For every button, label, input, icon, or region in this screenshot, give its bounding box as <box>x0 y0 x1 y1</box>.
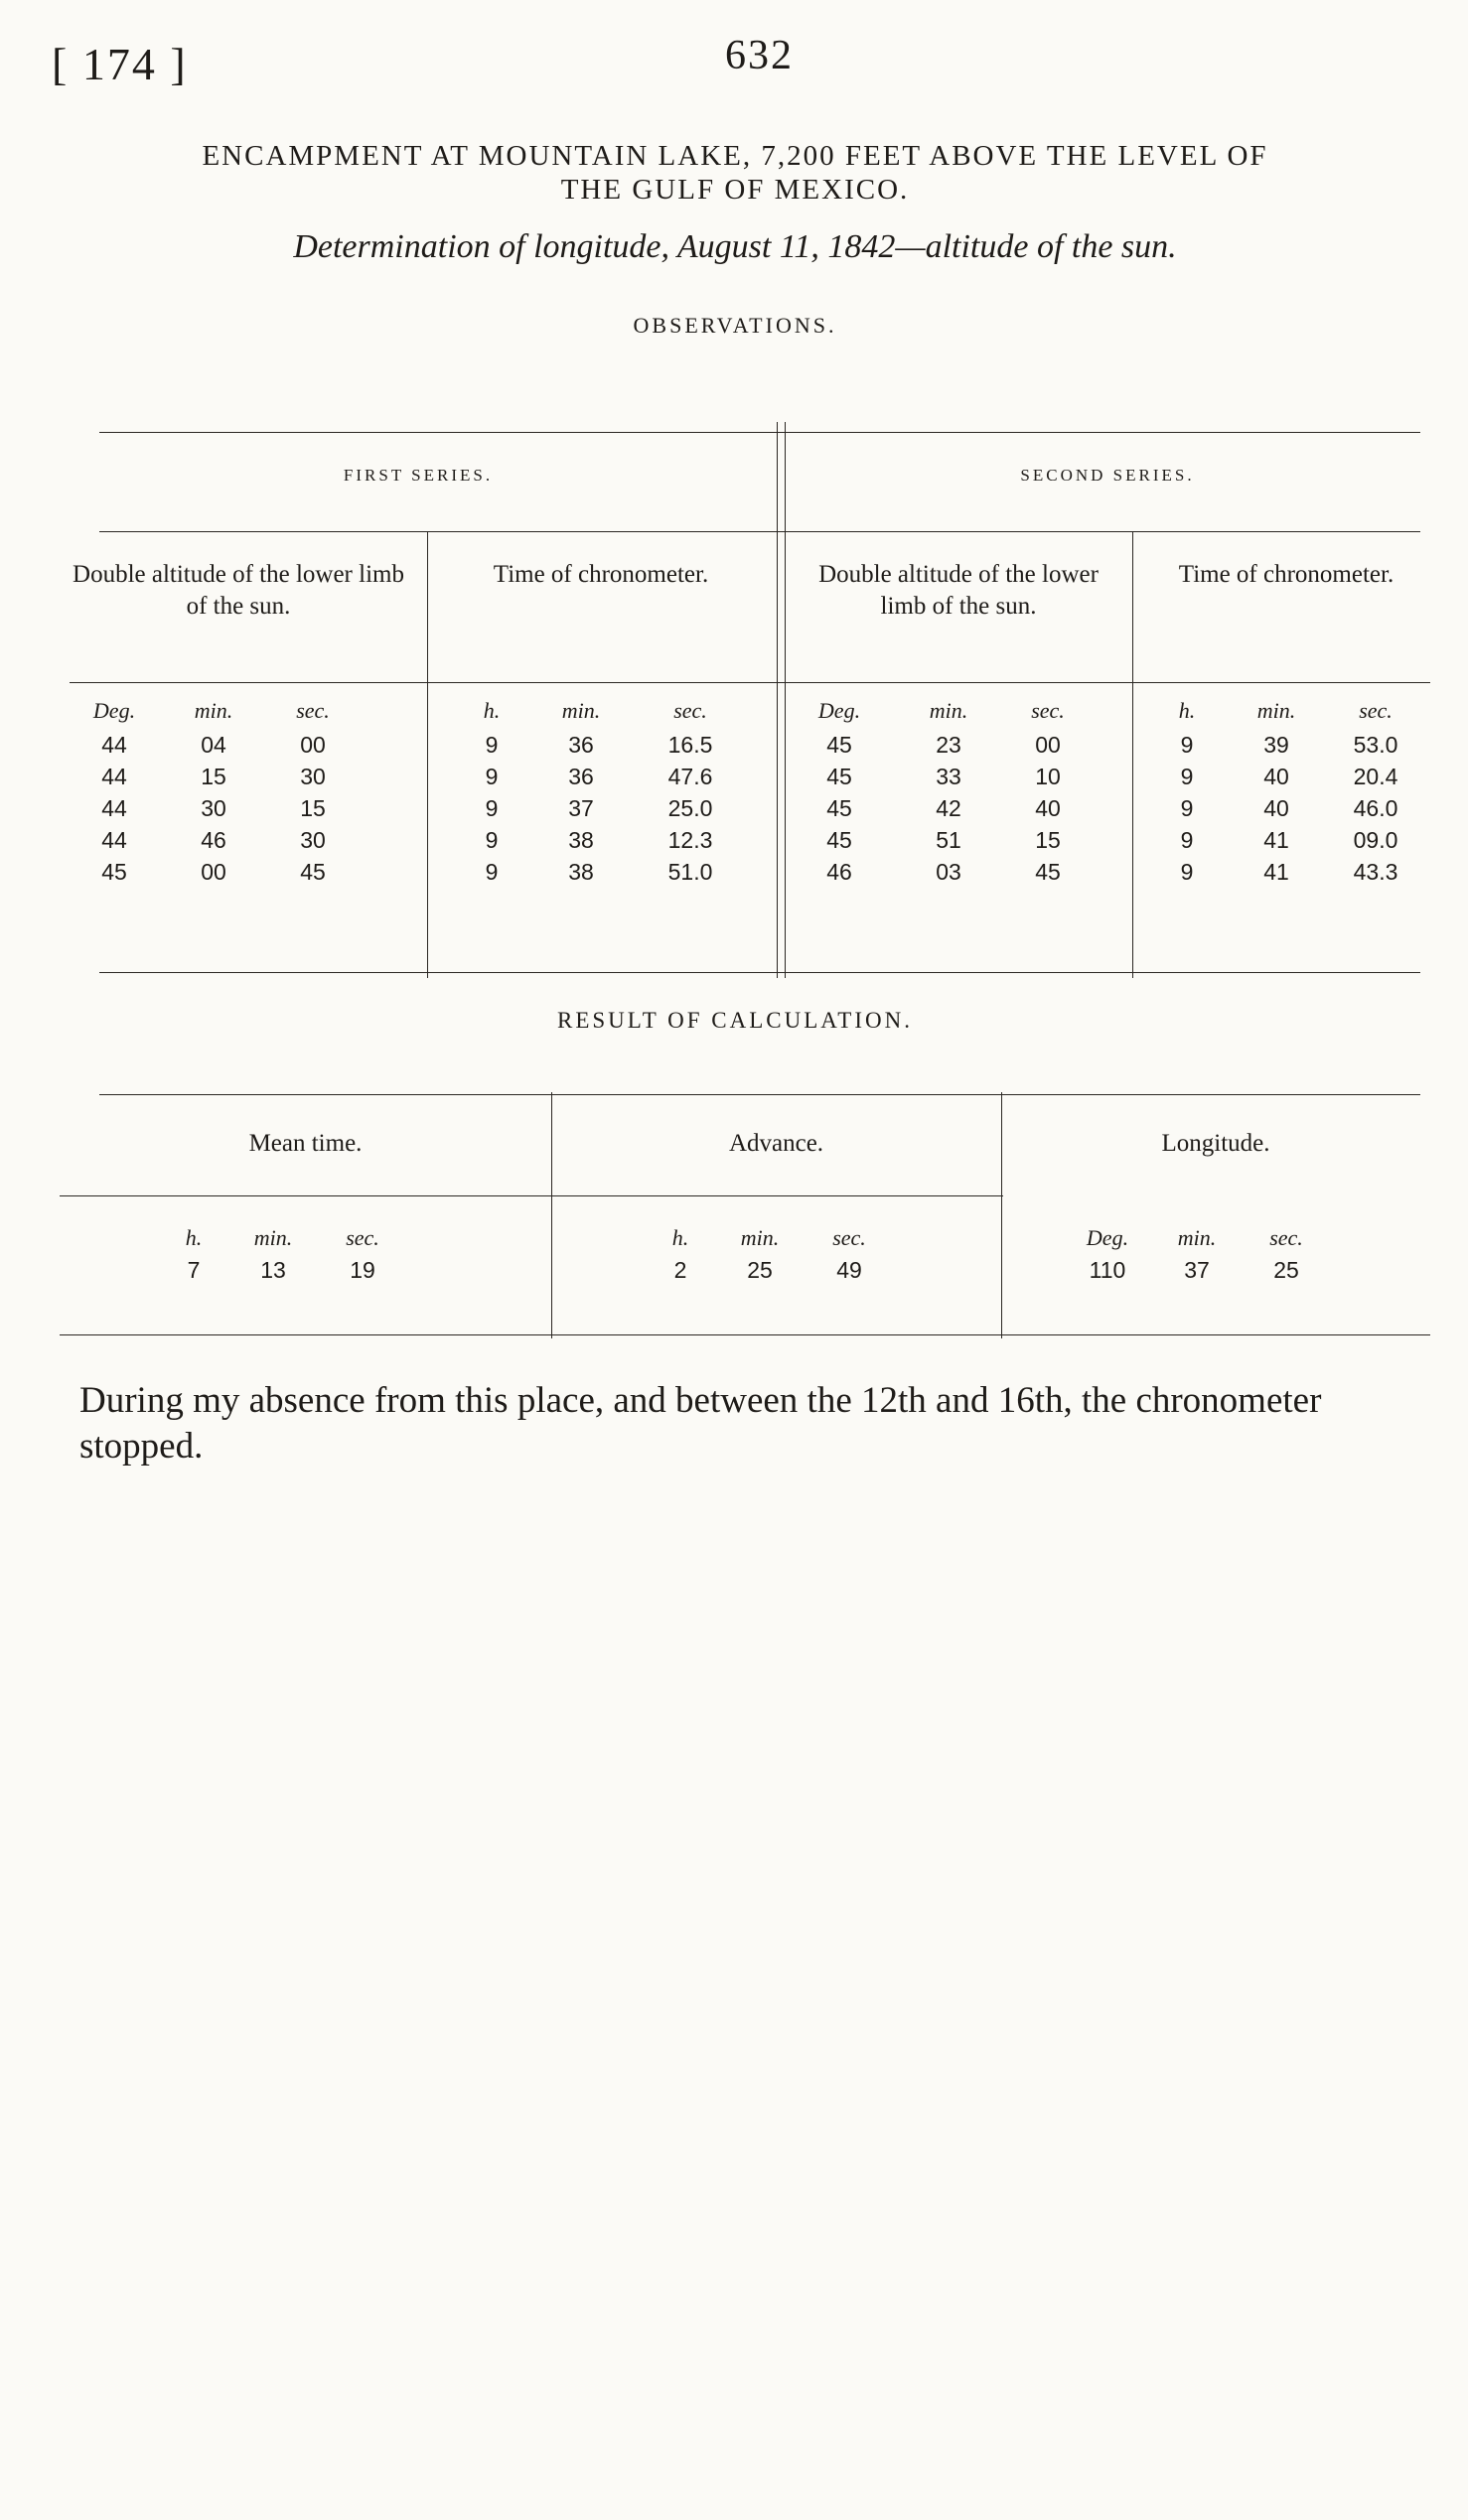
first-row-1-h: 9 <box>485 732 499 758</box>
second-row-5-sec: 45 <box>1035 859 1061 885</box>
first-row-3-tmin: 37 <box>568 795 594 821</box>
second-row-1-tsec: 53.0 <box>1353 732 1398 758</box>
mean-h: 7 <box>187 1257 201 1283</box>
mean-min: 13 <box>260 1257 286 1283</box>
second-row-2-sec: 10 <box>1035 764 1061 789</box>
advance-sec: 49 <box>836 1257 862 1283</box>
unit-deg: Deg. <box>817 698 861 723</box>
second-row-4-h: 9 <box>1180 827 1194 853</box>
first-row-5-h: 9 <box>485 859 499 885</box>
unit-sec: sec. <box>296 698 330 723</box>
second-row-2-tsec: 20.4 <box>1353 764 1398 789</box>
first-row-4-tsec: 12.3 <box>667 827 713 853</box>
second-row-2-tmin: 40 <box>1263 764 1289 789</box>
title-line-1: ENCAMPMENT AT MOUNTAIN LAKE, 7,200 FEET ABOVE THE LEVEL OF <box>202 140 1268 172</box>
page-header <box>40 28 1430 107</box>
first-series-heading: FIRST SERIES. <box>343 466 494 485</box>
document-title <box>40 139 1430 207</box>
first-row-2-h: 9 <box>485 764 499 789</box>
first-row-2-deg: 44 <box>101 764 127 789</box>
longitude-deg: 110 <box>1089 1257 1126 1283</box>
rule-top <box>99 432 1420 433</box>
first-row-1-deg: 44 <box>101 732 127 758</box>
second-row-5-deg: 46 <box>826 859 852 885</box>
unit-sec: sec. <box>1359 698 1393 723</box>
first-row-4-min: 46 <box>201 827 226 853</box>
observations-table <box>60 422 1430 978</box>
result-rule-bottom <box>60 1334 1430 1335</box>
advance-header: Advance. <box>728 1130 824 1157</box>
first-row-4-h: 9 <box>485 827 499 853</box>
result-table <box>60 1092 1430 1340</box>
longitude-header: Longitude. <box>1161 1130 1270 1157</box>
rule-bottom <box>99 972 1420 973</box>
rule-series-divider-2 <box>785 422 786 978</box>
second-row-1-min: 23 <box>936 732 961 758</box>
observations-heading: OBSERVATIONS. <box>633 313 837 338</box>
second-row-5-min: 03 <box>936 859 961 885</box>
unit-min: min. <box>561 698 601 723</box>
result-rule-middle <box>60 1195 1003 1196</box>
second-row-1-sec: 00 <box>1035 732 1061 758</box>
second-row-5-tmin: 41 <box>1263 859 1289 885</box>
folio-number: 632 <box>725 33 794 78</box>
unit-h: h. <box>1178 698 1196 723</box>
second-time-header: Time of chronometer. <box>1178 561 1395 588</box>
first-row-5-tmin: 38 <box>568 859 594 885</box>
mean-time-header: Mean time. <box>248 1130 363 1157</box>
longitude-sec: 25 <box>1273 1257 1299 1283</box>
first-row-1-sec: 00 <box>300 732 326 758</box>
first-altitude-header: Double altitude of the lower limb of the sun. <box>73 561 404 620</box>
second-row-5-h: 9 <box>1180 859 1194 885</box>
mean-unit-min: min. <box>253 1225 293 1250</box>
document-subtitle: Determination of longitude, August 11, 1842—altitude of the sun. <box>293 228 1177 265</box>
unit-min: min. <box>194 698 233 723</box>
unit-sec: sec. <box>673 698 707 723</box>
footnote-paragraph: During my absence from this place, and between the 12th and 16th, the chronometer stopped. <box>79 1380 1322 1467</box>
unit-min: min. <box>1256 698 1296 723</box>
second-row-4-tsec: 09.0 <box>1353 827 1398 853</box>
first-row-2-tmin: 36 <box>568 764 594 789</box>
second-altitude-header: Double altitude of the lower limb of the sun. <box>818 561 1099 620</box>
unit-deg: Deg. <box>92 698 136 723</box>
mean-unit-h: h. <box>185 1225 203 1250</box>
second-series-heading: SECOND SERIES. <box>1020 466 1195 485</box>
first-row-5-deg: 45 <box>101 859 127 885</box>
rule-first-inner <box>427 531 428 978</box>
second-row-3-tmin: 40 <box>1263 795 1289 821</box>
longitude-unit-sec: sec. <box>1269 1225 1303 1250</box>
second-row-3-deg: 45 <box>826 795 852 821</box>
first-row-5-min: 00 <box>201 859 226 885</box>
rule-first-series <box>99 531 795 532</box>
mean-sec: 19 <box>350 1257 375 1283</box>
unit-h: h. <box>483 698 501 723</box>
result-rule-top <box>99 1094 1420 1095</box>
advance-unit-sec: sec. <box>832 1225 866 1250</box>
first-row-1-tmin: 36 <box>568 732 594 758</box>
first-row-3-min: 30 <box>201 795 226 821</box>
second-row-2-min: 33 <box>936 764 961 789</box>
first-row-4-sec: 30 <box>300 827 326 853</box>
advance-min: 25 <box>747 1257 773 1283</box>
first-row-3-tsec: 25.0 <box>667 795 713 821</box>
first-row-3-deg: 44 <box>101 795 127 821</box>
first-row-5-sec: 45 <box>300 859 326 885</box>
rule-second-inner <box>1132 531 1133 978</box>
advance-unit-h: h. <box>671 1225 689 1250</box>
rule-header-right <box>785 682 1430 683</box>
second-row-4-min: 51 <box>936 827 961 853</box>
advance-h: 2 <box>673 1257 687 1283</box>
unit-sec: sec. <box>1031 698 1065 723</box>
first-row-5-tsec: 51.0 <box>667 859 713 885</box>
second-row-3-tsec: 46.0 <box>1353 795 1398 821</box>
first-row-2-min: 15 <box>201 764 226 789</box>
first-row-1-min: 04 <box>201 732 226 758</box>
first-row-1-tsec: 16.5 <box>667 732 713 758</box>
second-row-3-sec: 40 <box>1035 795 1061 821</box>
longitude-unit-min: min. <box>1177 1225 1217 1250</box>
first-row-2-sec: 30 <box>300 764 326 789</box>
advance-unit-min: min. <box>740 1225 780 1250</box>
first-row-3-h: 9 <box>485 795 499 821</box>
second-row-3-h: 9 <box>1180 795 1194 821</box>
longitude-min: 37 <box>1184 1257 1210 1283</box>
title-line-2: THE GULF OF MEXICO. <box>560 174 910 206</box>
first-row-3-sec: 15 <box>300 795 326 821</box>
first-row-4-deg: 44 <box>101 827 127 853</box>
second-row-4-tmin: 41 <box>1263 827 1289 853</box>
second-row-4-sec: 15 <box>1035 827 1061 853</box>
second-row-1-deg: 45 <box>826 732 852 758</box>
second-row-3-min: 42 <box>936 795 961 821</box>
first-row-4-tmin: 38 <box>568 827 594 853</box>
second-row-2-deg: 45 <box>826 764 852 789</box>
rule-second-series <box>775 531 1420 532</box>
second-row-5-tsec: 43.3 <box>1353 859 1398 885</box>
second-row-4-deg: 45 <box>826 827 852 853</box>
page-number: [ 174 ] <box>52 39 188 89</box>
second-row-1-h: 9 <box>1180 732 1194 758</box>
result-heading: RESULT OF CALCULATION. <box>556 1008 913 1033</box>
rule-series-divider <box>777 422 778 978</box>
mean-unit-sec: sec. <box>346 1225 379 1250</box>
longitude-unit-deg: Deg. <box>1086 1225 1129 1250</box>
unit-min: min. <box>929 698 968 723</box>
second-row-2-h: 9 <box>1180 764 1194 789</box>
second-row-1-tmin: 39 <box>1263 732 1289 758</box>
first-time-header: Time of chronometer. <box>493 561 709 588</box>
first-row-2-tsec: 47.6 <box>667 764 713 789</box>
